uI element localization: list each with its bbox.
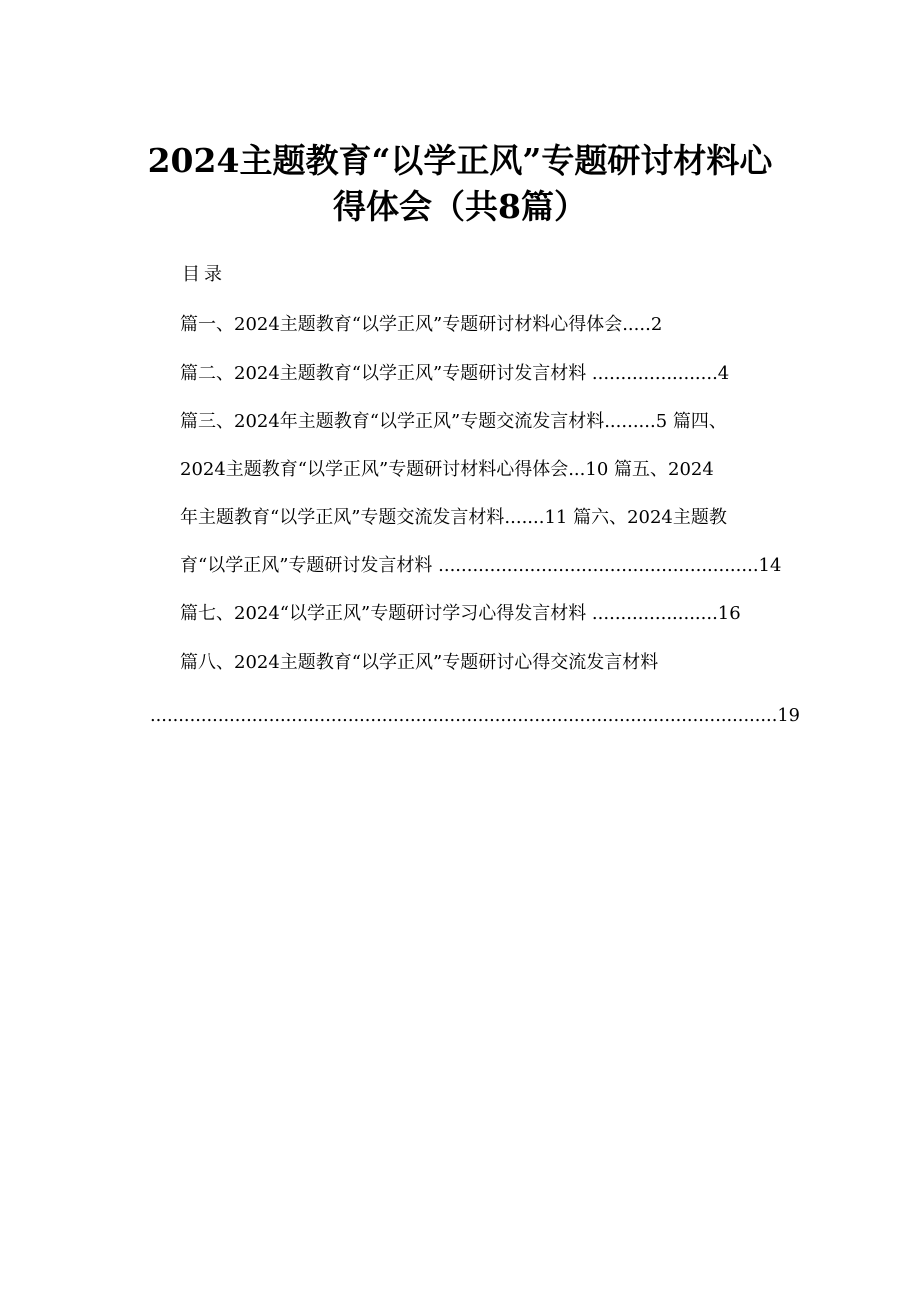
toc-entry-4[interactable]: 2024主题教育“以学正风”专题研讨材料心得体会...10 篇五、2024 [180,459,714,480]
toc-entry-8-page[interactable]: ...............................................................................................................19 [150,705,800,726]
toc-entry-7[interactable]: 篇七、2024“以学正风”专题研讨学习心得发言材料 ......................16 [180,603,741,624]
title-line-1: 2024主题教育“以学正风”专题研讨材料心 [147,141,773,180]
toc-entry-1[interactable]: 篇一、2024主题教育“以学正风”专题研讨材料心得体会.....2 [180,314,663,335]
toc-entry-5[interactable]: 年主题教育“以学正风”专题交流发言材料.......11 篇六、2024主题教 [180,507,727,528]
document-title [0,138,920,230]
toc-entry-2[interactable]: 篇二、2024主题教育“以学正风”专题研讨发言材料 ......................4 [180,363,730,384]
toc-entry-6[interactable]: 育“以学正风”专题研讨发言材料 ........................................................14 [180,555,782,576]
toc-heading: 目录 [182,264,226,285]
title-line-2: 得体会（共8篇） [333,187,587,226]
toc-entry-8[interactable]: 篇八、2024主题教育“以学正风”专题研讨心得交流发言材料 [180,652,659,673]
toc-entry-3[interactable]: 篇三、2024年主题教育“以学正风”专题交流发言材料.........5 篇四、 [180,411,727,432]
